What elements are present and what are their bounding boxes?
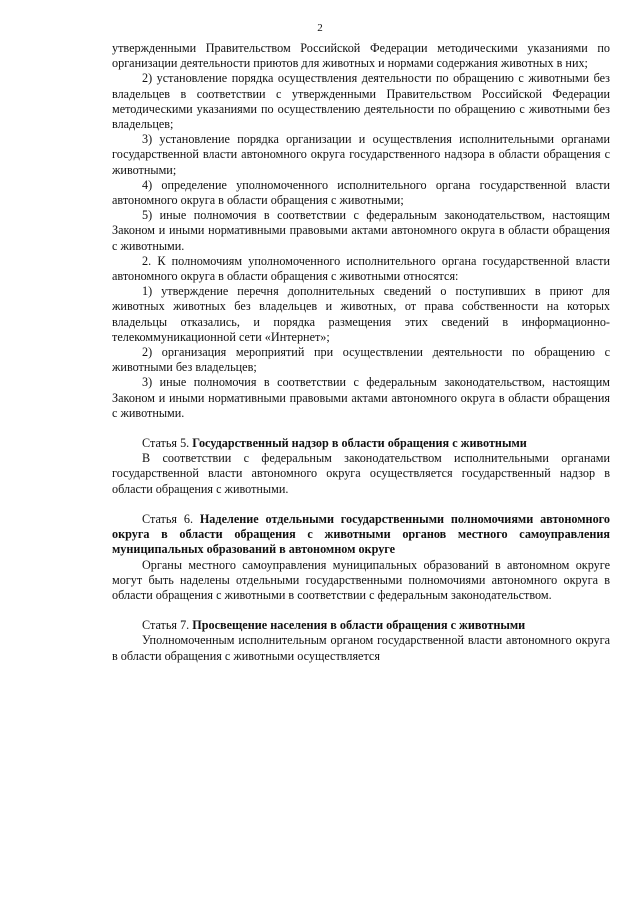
list2-item-3: 3) иные полномочия в соответствии с федеральным законодательством, настоящим Законом и иными нормативными правовыми актами автономного округа в области обращения с животными. <box>112 375 610 420</box>
list1-item-5: 5) иные полномочия в соответствии с федеральным законодательством, настоящим Законом и иными нормативными правовыми актами автономного округа в области обращения с животными. <box>112 208 610 253</box>
article-title: Наделение отдельными государственными полномочиями автономного округа в области обращения с животными органов местного самоуправления муниципальных образований в автономном округе <box>112 511 610 557</box>
article-body: Уполномоченным исполнительным органом государственной власти автономного округа в области обращения с животными осуществляется <box>112 633 610 663</box>
article-5 <box>112 436 610 497</box>
article-number: Статья 7. <box>142 618 190 633</box>
page-number: 2 <box>317 22 323 34</box>
article-7 <box>112 618 610 664</box>
list1-item-4: 4) определение уполномоченного исполнительного органа государственной власти автономного округа в области обращения с животными; <box>112 177 610 208</box>
list2-item-2: 2) организация мероприятий при осуществлении деятельности по обращению с животными без владельцев; <box>112 345 610 375</box>
article-title: Государственный надзор в области обращения с животными <box>192 436 527 451</box>
article-heading <box>112 618 610 633</box>
article-title: Просвещение населения в области обращения с животными <box>192 618 526 633</box>
continuation-paragraph: утвержденными Правительством Российской Федерации методическими указаниями по организации деятельности приютов для животных и нормами содержания животных в них; <box>112 41 610 71</box>
list2-item-1: 1) утверждение перечня дополнительных сведений о поступивших в приют для животных животных без владельцев и животных, от права собственности на которых владельцы отказались, и порядка размещения этих сведений в информационно-телекоммуникационной сети «Интернет»; <box>112 284 610 344</box>
article-body: Органы местного самоуправления муниципальных образований в автономном округе могут быть наделены отдельными государственными полномочиями автономного округа в области обращения с животными в соответствии с федеральным законодательством. <box>112 557 610 602</box>
article-number: Статья 5. <box>142 436 190 451</box>
list1-item-3: 3) установление порядка организации и осуществления исполнительными органами государственной власти автономного округа государственного надзора в области обращения с животными; <box>112 132 610 177</box>
article-number: Статья 6. <box>142 511 193 526</box>
article-heading <box>112 512 610 558</box>
article-heading <box>112 436 610 451</box>
document-body <box>112 41 610 664</box>
list1-item-2: 2) установление порядка осуществления деятельности по обращению с животными без владельцев в соответствии с утвержденными Правительством Российской Федерации методическими указаниями по осуществлению деятельности по обращению с животными без владельцев; <box>112 71 610 132</box>
article-6 <box>112 512 610 603</box>
article-body: В соответствии с федеральным законодательством исполнительными органами государственной власти автономного округа осуществляется государственный надзор в области обращения с животными. <box>112 451 610 496</box>
clause-2-paragraph: 2. К полномочиям уполномоченного исполнительного органа государственной власти автономного округа в области обращения с животными относятся: <box>112 253 610 284</box>
